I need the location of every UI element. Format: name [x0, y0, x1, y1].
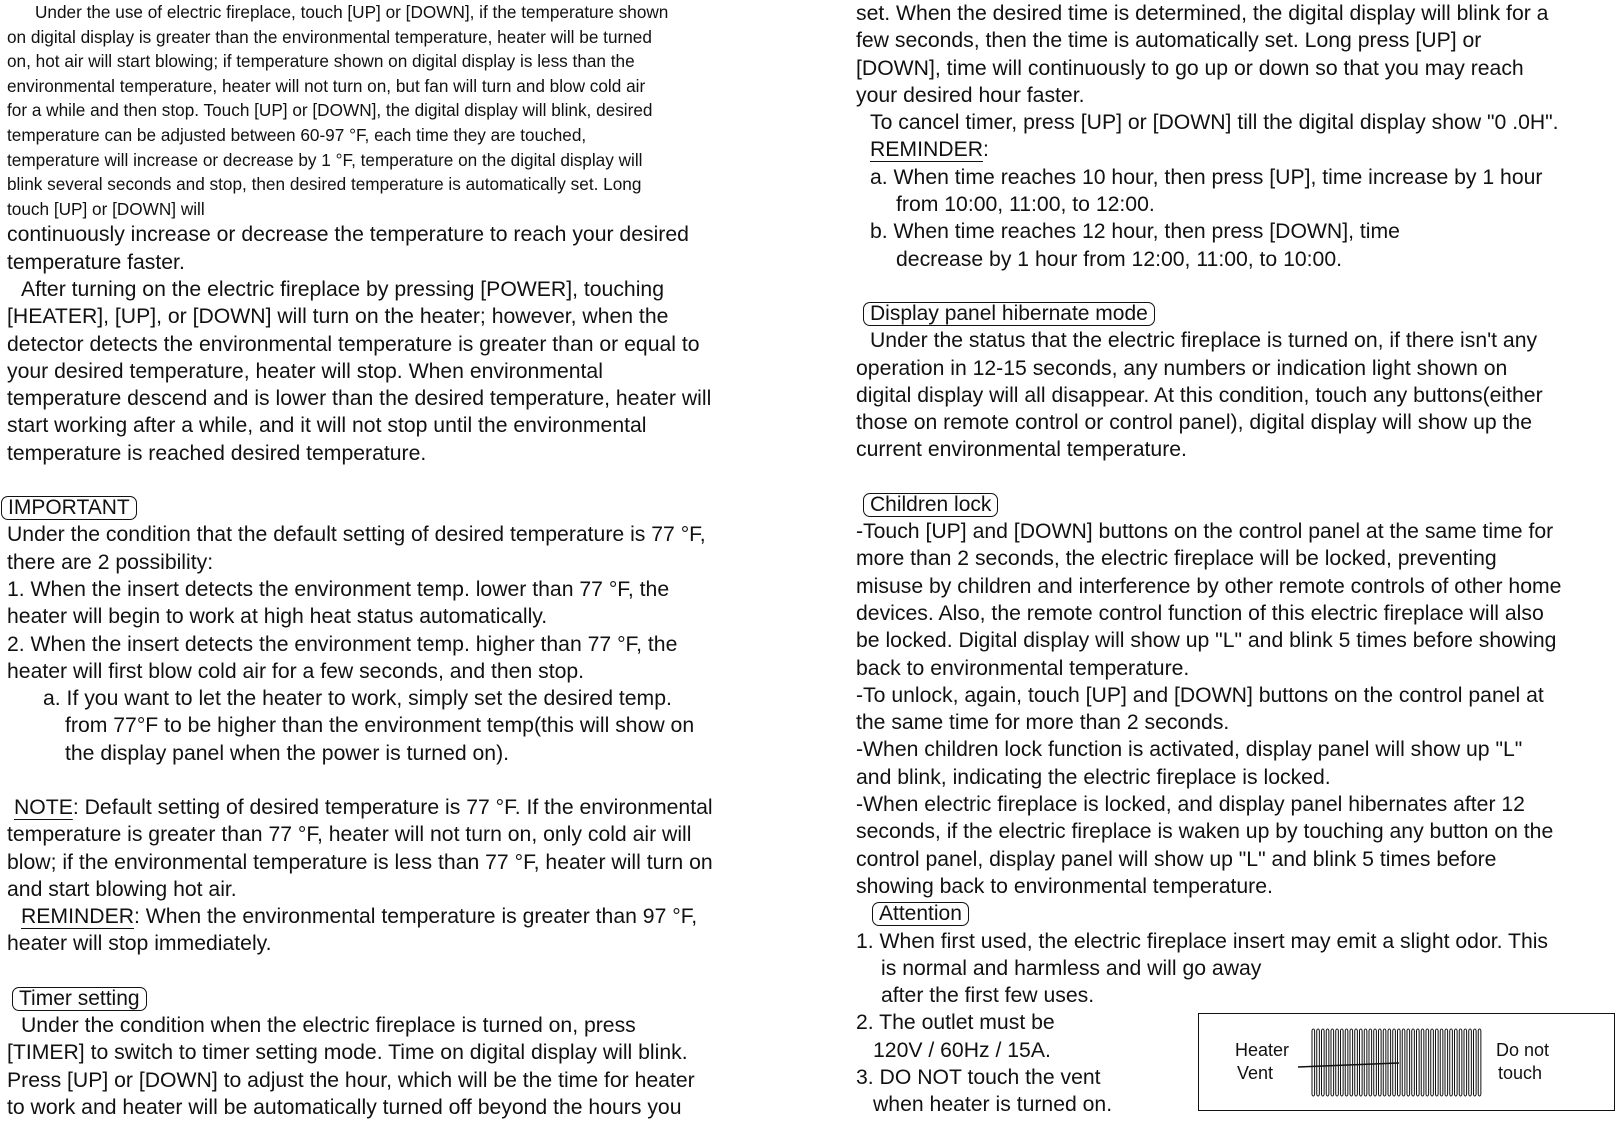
vent-slot	[1436, 1029, 1439, 1096]
text-line: operation in 12-15 seconds, any numbers or indication light shown on	[856, 356, 1508, 380]
vent-slot	[1455, 1029, 1458, 1096]
text-line: 1. When the insert detects the environment temp. lower than 77 °F, the	[7, 577, 670, 601]
hibernate-section	[856, 300, 1621, 464]
text-line: -To unlock, again, touch [UP] and [DOWN] buttons on the control panel at	[856, 683, 1544, 707]
text-line: blow; if the environmental temperature is less than 77 °F, heater will turn on	[7, 850, 713, 874]
note-label: NOTE	[14, 795, 73, 819]
text-line: -Touch [UP] and [DOWN] buttons on the control panel at the same time for	[856, 520, 1554, 544]
text-line: the same time for more than 2 seconds.	[856, 711, 1230, 735]
text-line: :	[983, 138, 989, 162]
text-line: [TIMER] to switch to timer setting mode. Time on digital display will blink.	[7, 1041, 688, 1065]
vent-slot	[1350, 1029, 1353, 1096]
text-line: continuously increase or decrease the temperature to reach your desired	[7, 223, 689, 247]
text-line: current environmental temperature.	[856, 438, 1187, 462]
vent-slot	[1355, 1029, 1358, 1096]
power-paragraph	[7, 276, 782, 467]
text-line: a. If you want to let the heater to work, simply set the desired temp.	[43, 687, 672, 711]
vent-slot	[1341, 1029, 1344, 1096]
heater-vent-diagram	[1198, 1013, 1615, 1111]
text-line: decrease by 1 hour from 12:00, 11:00, to 10:00.	[896, 247, 1343, 271]
text-line: heater will begin to work at high heat status automatically.	[7, 605, 548, 629]
text-line: heater will stop immediately.	[7, 932, 272, 956]
vent-slot	[1331, 1029, 1334, 1096]
text-line: Under the condition that the default setting of desired temperature is 77 °F,	[7, 523, 706, 547]
text-line: To cancel timer, press [UP] or [DOWN] till the digital display show "0 .0H".	[870, 111, 1559, 135]
text-line: temperature descend and is lower than the desired temperature, heater will	[7, 387, 712, 411]
vent-slot	[1450, 1029, 1453, 1096]
text-line: your desired temperature, heater will stop. When environmental	[7, 359, 603, 383]
text-line: Under the condition when the electric fireplace is turned on, press	[21, 1014, 636, 1038]
vent-slot	[1459, 1029, 1462, 1096]
important-section	[7, 494, 782, 767]
text-line: Press [UP] or [DOWN] to adjust the hour, which will be the time for heater	[7, 1068, 695, 1092]
vent-slot	[1464, 1029, 1467, 1096]
vent-slot	[1360, 1029, 1363, 1096]
important-label: IMPORTANT	[1, 496, 137, 520]
text-line: : When the environmental temperature is greater than 97 °F,	[134, 905, 698, 929]
text-line: temperature is reached desired temperature.	[7, 441, 427, 465]
vent-slot	[1478, 1029, 1481, 1096]
timer-setting-label: Timer setting	[12, 987, 147, 1011]
vent-slot	[1364, 1029, 1367, 1096]
text-line: after the first few uses.	[881, 984, 1095, 1008]
text-line: and blink, indicating the electric fireplace is locked.	[856, 765, 1331, 789]
vent-slot	[1326, 1029, 1329, 1096]
text-line: 120V / 60Hz / 15A.	[873, 1038, 1051, 1062]
vent-slot	[1421, 1029, 1424, 1096]
vent-slot	[1417, 1029, 1420, 1096]
text-line: touch [UP] or [DOWN] will	[7, 198, 205, 219]
do-not-label-line1: Do not	[1496, 1040, 1550, 1060]
text-line: your desired hour faster.	[856, 83, 1085, 107]
text-line: 3. DO NOT touch the vent	[856, 1065, 1101, 1089]
text-line: 2. When the insert detects the environment temp. higher than 77 °F, the	[7, 632, 678, 656]
text-line: for a while and then stop. Touch [UP] or [DOWN], the digital display will blink, desired	[7, 100, 653, 121]
text-line: those on remote control or control panel), digital display will show up the	[856, 411, 1533, 435]
timer-continued	[856, 0, 1621, 273]
text-line: 2. The outlet must be	[856, 1011, 1055, 1035]
vent-slot	[1402, 1029, 1405, 1096]
text-line: temperature faster.	[7, 250, 185, 274]
text-line: : Default setting of desired temperature is 77 °F. If the environmental	[72, 795, 713, 819]
text-line: on, hot air will start blowing; if temperature shown on digital display is less than the	[7, 51, 635, 72]
note-section	[7, 794, 782, 958]
vent-slot	[1474, 1029, 1477, 1096]
text-line: from 10:00, 11:00, to 12:00.	[896, 193, 1155, 217]
vent-slot	[1426, 1029, 1429, 1096]
vent-slot	[1379, 1029, 1382, 1096]
text-line: environmental temperature, heater will not turn on, but fan will turn and blow cold air	[7, 75, 646, 96]
text-line: b. When time reaches 12 hour, then press [DOWN], time	[870, 220, 1400, 244]
vent-slot	[1312, 1029, 1315, 1096]
text-line: there are 2 possibility:	[7, 550, 214, 574]
touch-label-line2: touch	[1498, 1063, 1543, 1083]
vent-slot	[1388, 1029, 1391, 1096]
text-line: [DOWN], time will continuously to go up or down so that you may reach	[856, 56, 1524, 80]
reminder-label: REMINDER	[21, 905, 135, 929]
left-column	[7, 0, 782, 1121]
text-line: is normal and harmless and will go away	[881, 956, 1262, 980]
text-line: start working after a while, and it will not stop until the environmental	[7, 414, 647, 438]
attention-label: Attention	[872, 902, 969, 926]
heater-adjust-paragraph	[7, 0, 782, 221]
children-lock-section	[856, 491, 1621, 900]
text-line: showing back to environmental temperature.	[856, 874, 1273, 898]
text-line: a. When time reaches 10 hour, then press [UP], time increase by 1 hour	[870, 165, 1543, 189]
text-line: blink several seconds and stop, then desired temperature is automatically set. Long	[7, 174, 642, 195]
text-line: from 77°F to be higher than the environment temp(this will show on	[65, 714, 695, 738]
vent-slot	[1431, 1029, 1434, 1096]
text-line: set. When the desired time is determined, the digital display will blink for a	[856, 2, 1549, 25]
text-line: on digital display is greater than the environmental temperature, heater will be turned	[7, 26, 652, 47]
text-line: detector detects the environmental temperature is greater than or equal to	[7, 332, 700, 356]
vent-slot	[1322, 1029, 1325, 1096]
heater-label-line1: Heater	[1235, 1040, 1290, 1060]
text-line: Under the status that the electric fireplace is turned on, if there isn't any	[870, 329, 1538, 353]
vent-label-line2: Vent	[1237, 1063, 1274, 1083]
vent-slot	[1383, 1029, 1386, 1096]
text-line: few seconds, then the time is automatically set. Long press [UP] or	[856, 29, 1482, 53]
text-line: temperature can be adjusted between 60-97 °F, each time they are touched,	[7, 124, 587, 145]
vent-slot	[1336, 1029, 1339, 1096]
text-line: heater will first blow cold air for a few seconds, and then stop.	[7, 659, 585, 683]
vent-slot	[1317, 1029, 1320, 1096]
text-line: and start blowing hot air.	[7, 877, 237, 901]
text-line: control panel, display panel will show up "L" and blink 5 times before	[856, 847, 1497, 871]
vent-slot	[1407, 1029, 1410, 1096]
text-line: to work and heater will be automatically turned off beyond the hours you	[7, 1095, 682, 1119]
text-line: Under the use of electric fireplace, touch [UP] or [DOWN], if the temperature shown	[35, 2, 669, 22]
reminder-label: REMINDER	[870, 138, 984, 162]
heater-adjust-tail	[7, 221, 782, 276]
text-line: [HEATER], [UP], or [DOWN] will turn on the heater; however, when the	[7, 305, 669, 329]
vent-slot	[1440, 1029, 1443, 1096]
vent-slot	[1369, 1029, 1372, 1096]
children-lock-label: Children lock	[863, 493, 998, 517]
right-column	[856, 0, 1621, 1119]
vent-slot	[1374, 1029, 1377, 1096]
text-line: misuse by children and interference by other remote controls of other home	[856, 574, 1562, 598]
text-line: be locked. Digital display will show up "L" and blink 5 times before showing	[856, 629, 1557, 653]
timer-section	[7, 985, 782, 1121]
text-line: back to environmental temperature.	[856, 656, 1190, 680]
text-line: temperature will increase or decrease by 1 °F, temperature on the digital display will	[7, 149, 643, 170]
pointer-line	[1298, 1063, 1399, 1067]
hibernate-label: Display panel hibernate mode	[863, 302, 1155, 326]
text-line: digital display will all disappear. At this condition, touch any buttons(either	[856, 383, 1543, 407]
text-line: seconds, if the electric fireplace is waken up by touching any button on the	[856, 820, 1554, 844]
vent-diagram-svg	[1199, 1014, 1613, 1109]
text-line: After turning on the electric fireplace by pressing [POWER], touching	[21, 277, 664, 301]
text-line: the display panel when the power is turned on).	[65, 741, 510, 765]
text-line: more than 2 seconds, the electric fireplace will be locked, preventing	[856, 547, 1497, 571]
vent-slot	[1412, 1029, 1415, 1096]
text-line: devices. Also, the remote control function of this electric fireplace will also	[856, 601, 1544, 625]
vent-slot	[1445, 1029, 1448, 1096]
text-line: temperature is greater than 77 °F, heater will not turn on, only cold air will	[7, 823, 692, 847]
text-line: 1. When first used, the electric fireplace insert may emit a slight odor. This	[856, 929, 1549, 953]
text-line: -When children lock function is activated, display panel will show up "L"	[856, 738, 1523, 762]
text-line: when heater is turned on.	[873, 1093, 1113, 1117]
vent-slot	[1345, 1029, 1348, 1096]
text-line: -When electric fireplace is locked, and display panel hibernates after 12	[856, 793, 1525, 817]
vent-slot	[1469, 1029, 1472, 1096]
